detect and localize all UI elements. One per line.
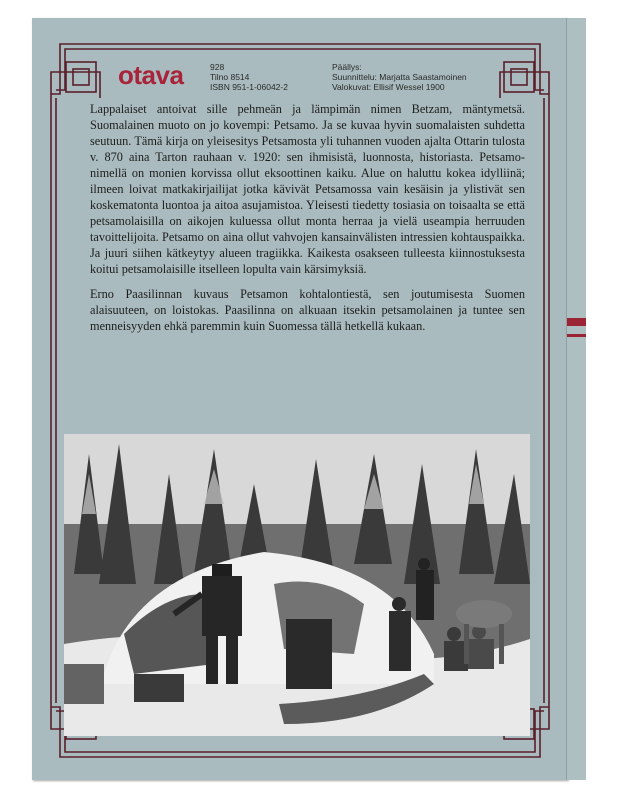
blurb-paragraph-1: Lappalaiset antoivat sille pehmeän ja lämpimän nimen Betzam, mäntymetsä. Suomalainen muoto on jo kovempi: Petsamo. Ja se kuvaa hyvin suomalaisten suhdetta seutuun. Tämä kirja on yleisesitys Petsamosta yli tuhannen vuoden ajalta Ottarin tulosta v. 870 aina Tarton rauhaan v. 1920: sen ihmisistä, luonnosta, historiasta. Petsamo-nimellä on monien korvissa ollut eksoottinen kaiku. Alue on haluttu kokea idylliinä; ilmeen loivat matkakirjailijat jotka kävivät Petsamossa vain kesäisin ja ylistivät sen koskematonta luontoa ja aitoa asujamistoa. Yleisesti tiedetty tosiasia on toisaalta se että petsamolaisilla on aikojen kuluessa ollut monta herraa ja vielä useampia herruuden tavoittelijoita. Petsamo on aina ollut vahvojen kansainvälisten intressien kohtauspaikka. Ja juuri siihen kätkeytyy alueen tragiikka. Kaikesta osakseen tulleesta kiinnostuksesta koitui petsamolaisille itselleen lopulta vain kärsimyksiä. [90,102,525,276]
blurb-paragraph-2: Erno Paasilinnan kuvaus Petsamon kohtalontiestä, sen joutumisesta Suomen alaisuuteen, on loistokas. Paasilinna on alkuaan itsekin petsamolainen ja tuntee sen menneisyyden ehkä paremmin kuin Suomessa tällä hetkellä kukaan. [90,287,525,333]
cover-credits [332,62,467,92]
publication-codes [210,62,288,92]
credits-heading: Päällys: [332,62,362,72]
blurb [90,101,525,343]
catalog-number: 928 [210,62,225,72]
isbn: ISBN 951-1-06042-2 [210,82,288,92]
credits-design: Suunnittelu: Marjatta Saastamoinen [332,72,467,82]
historical-photo [64,434,530,736]
tilno: Tilno 8514 [210,72,250,82]
otava-logo: otava [118,60,184,90]
credits-photos: Valokuvat: Ellisif Wessel 1900 [332,82,445,92]
